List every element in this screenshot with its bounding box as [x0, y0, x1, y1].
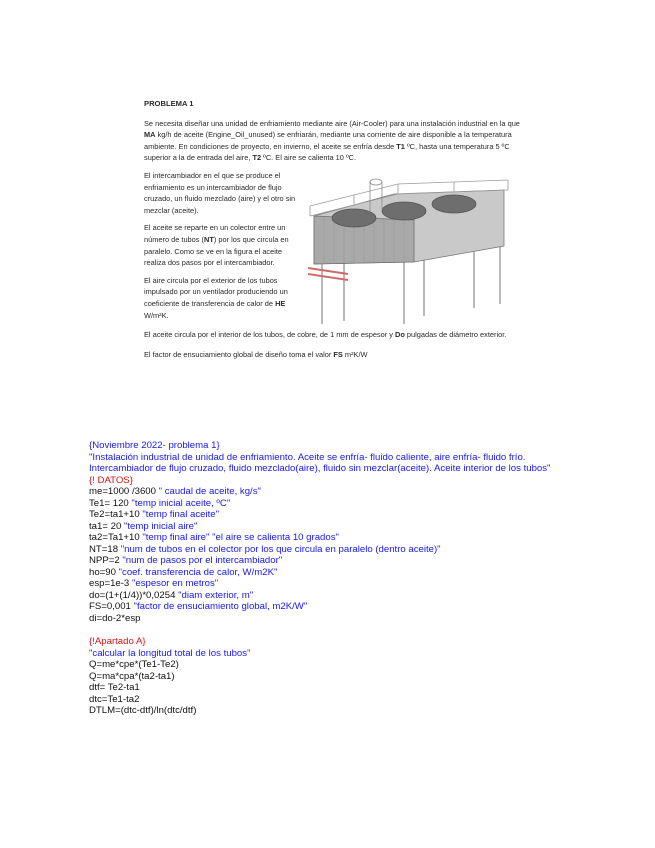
problem-intro: Se necesita diseñar una unidad de enfriamiento mediante aire (Air-Cooler) para una instalación industrial en la que MA kg/h de aceite (Engine_Oil_unused) se enfriarán, mediante una corriente de aire disponible a la temperatura ambiente. En condiciones de proyecto, en invierno, el aceite se enfría desde T1 ºC, hasta una temperatura 5 ºC superior a la de entrada del aire, T2 ºC. El aire se calienta 10 ºC. — [144, 118, 520, 163]
problem-air-text: El aire circula por el exterior de los tubos impulsado por un ventilador produciendo un coeficiente de transferencia de calor de HE W/m²K. — [144, 275, 288, 320]
code-line: dtc=Te1-ta2 — [89, 693, 140, 705]
code-line: esp=1e-3 "espesor en metros" — [89, 578, 219, 589]
problem-title: PROBLEMA 1 — [144, 99, 194, 108]
code-line: DTLM=(dtc-dtf)/ln(dtc/dtf) — [89, 705, 197, 716]
code-line: dtf= Te2-ta1 — [89, 682, 140, 693]
problem-exchanger-text: El intercambiador en el que se produce el enfriamiento es un intercambiador de flujo cruzado, un fluido mezclado (aire) y el otro sin mezclar (aceite). — [144, 170, 296, 215]
code-line: NT=18 "num de tubos en el colector por los que circula en paralelo (dentro aceite)" — [89, 543, 441, 555]
problem-collector-text: El aceite se reparte en un colector entre un número de tubos (NT) por los que circula en paralelo. Como se ve en la figura el aceite realiza dos pasos por el intercambiador. — [144, 223, 289, 268]
ees-code-listing — [89, 440, 569, 717]
code-line: ho=90 "coef. transferencia de calor, W/m2K" — [89, 566, 278, 578]
code-line: NPP=2 "num de pasos por el intercambiador" — [89, 555, 283, 566]
code-line — [89, 624, 569, 636]
code-line: "calcular la longitud total de los tubos" — [89, 647, 251, 659]
code-line: ta1= 20 "temp inicial aire" — [89, 520, 198, 532]
code-line: "Instalación industrial de unidad de enfriamiento. Aceite se enfría- fluido caliente, aire enfría- fluido frío. — [89, 451, 526, 463]
code-line: Te1= 120 "temp inicial aceite, ºC" — [89, 497, 231, 509]
code-line: Intercambiador de flujo cruzado, fluido mezclado(aire), fluido sin mezclar(aceite). Aceite interior de los tubos" — [89, 463, 551, 474]
code-line: do=(1+(1/4))*0,0254 "diam exterior, m" — [89, 589, 254, 601]
code-line: {Noviembre 2022- problema 1} — [89, 440, 220, 451]
code-line: di=do-2*esp — [89, 612, 141, 624]
code-line: Q=me*cpe*(Te1-Te2) — [89, 659, 179, 670]
problem-tubes-text: El aceite circula por el interior de los tubos, de cobre, de 1 mm de espesor y Do pulgadas de diámetro exterior. — [144, 330, 507, 340]
air-cooler-illustration — [304, 176, 512, 326]
code-line: {! DATOS} — [89, 474, 133, 486]
code-line: me=1000 /3600 " caudal de aceite, kg/s" — [89, 486, 261, 497]
code-line: Te2=ta1+10 "temp final aceite" — [89, 509, 220, 520]
problem-fouling-text: El factor de ensuciamiento global de diseño toma el valor FS m²K/W — [144, 349, 368, 359]
code-line: {!Apartado A} — [89, 636, 146, 647]
code-line: Q=ma*cpa*(ta2-ta1) — [89, 670, 175, 682]
code-line: ta2=Ta1+10 "temp final aire" "el aire se calienta 10 grados" — [89, 532, 339, 543]
code-line: FS=0,001 "factor de ensuciamiento global, m2K/W" — [89, 601, 308, 612]
